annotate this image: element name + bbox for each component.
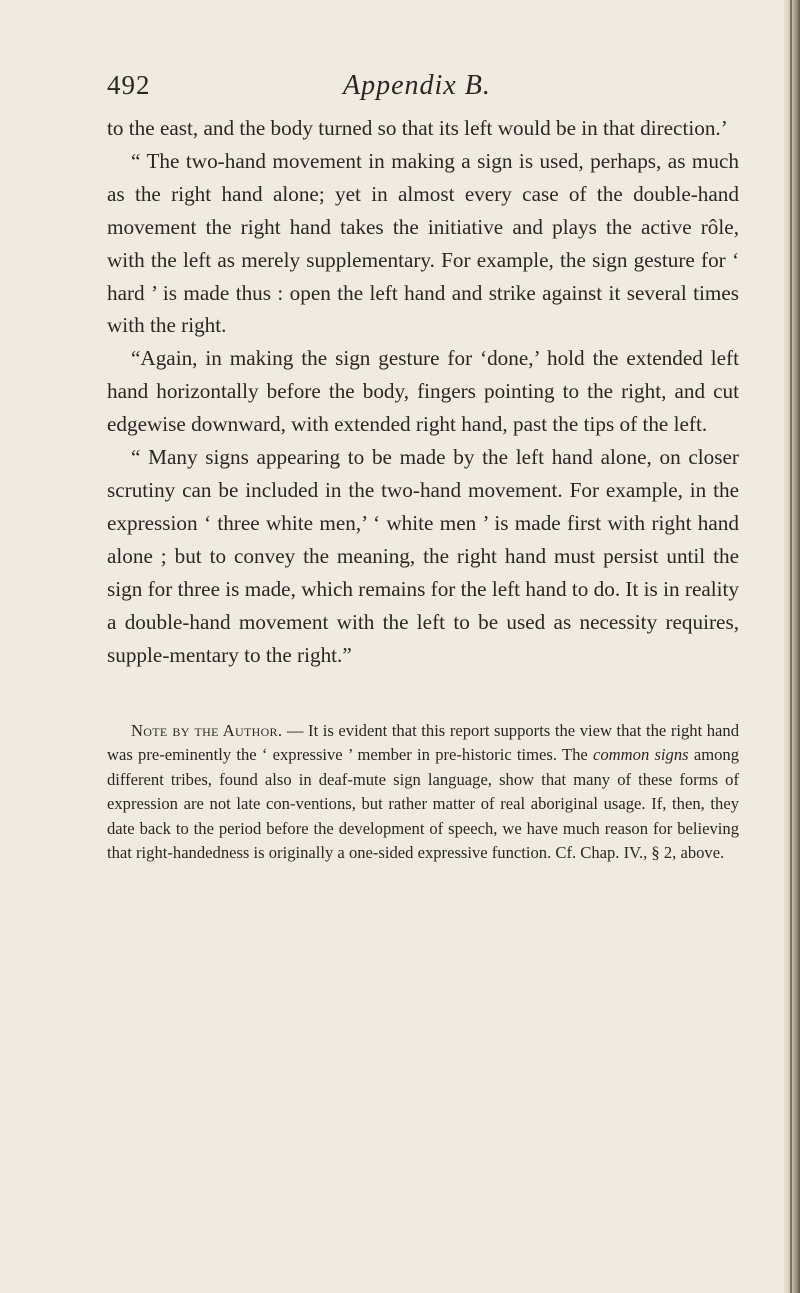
note-heading: Note by the Author. bbox=[131, 720, 283, 740]
note-text-part-1: It is evident that this report supports the view that the right hand was pre-eminently the ‘ expressive ’ member in pre-historic times. The bbox=[107, 720, 740, 765]
note-emphasis: common signs bbox=[593, 745, 689, 765]
body-text bbox=[107, 112, 739, 671]
note-text-part-2: among different tribes, found also in deaf-mute sign language, show that many of these forms of expression are not late con-ventions, but rather matter of real aboriginal usage. If, then, they date back to the period before the development of speech, we have much reason for believing that right-handedness is originally a one-sided expressive function. Cf. Chap. IV., § 2, above. bbox=[107, 745, 740, 863]
author-note bbox=[107, 719, 739, 866]
binding-edge-line bbox=[790, 0, 792, 1293]
paragraph-continuation: to the east, and the body turned so that its left would be in that direction.’ bbox=[107, 116, 728, 140]
paragraph-done-sign: “Again, in making the sign gesture for ‘done,’ hold the extended left hand horizontally before the body, fingers pointing to the right, and cut edgewise downward, with extended right hand, past the tips of the left. bbox=[107, 346, 739, 437]
paragraph-two-hand-movement: “ The two-hand movement in making a sign is used, perhaps, as much as the right hand alone; yet in almost every case of the double-hand movement the right hand takes the initiative and plays the active rôle, with the left as merely supplementary. For example, the sign gesture for ‘ hard ’ is made thus : open the left hand and strike against it several times with the right. bbox=[107, 148, 739, 338]
running-head bbox=[107, 70, 747, 110]
page-edge-shadow bbox=[784, 0, 800, 1293]
paragraph-many-signs: “ Many signs appearing to be made by the left hand alone, on closer scrutiny can be included in the two-hand movement. For example, in the expression ‘ three white men,’ ‘ white men ’ is made first with right hand alone ; but to convey the meaning, the right hand must persist until the sign for three is made, which remains for the left hand to do. It is in reality a double-hand movement with the left to be used as necessity requires, supple-mentary to the right.” bbox=[107, 445, 739, 667]
page-number: 492 bbox=[107, 70, 151, 100]
note-dash: — bbox=[282, 720, 309, 740]
running-title: Appendix B. bbox=[343, 70, 491, 101]
